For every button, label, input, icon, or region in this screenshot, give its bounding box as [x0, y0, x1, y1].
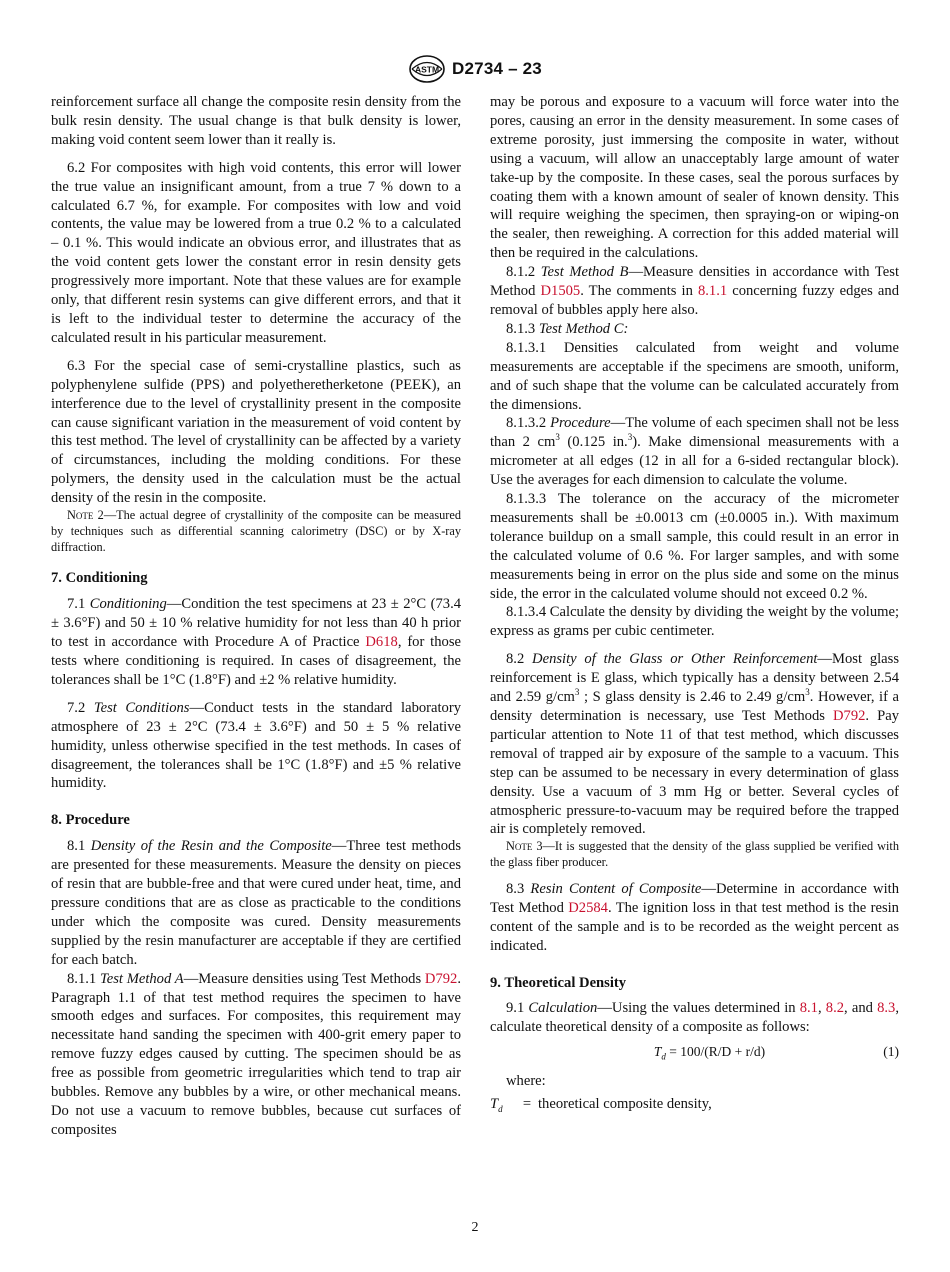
paragraph-title: Resin Content of Composite	[530, 880, 702, 897]
paragraph-8-1-1	[51, 970, 461, 1140]
paragraph-8-2	[490, 650, 899, 839]
left-column	[51, 93, 461, 1140]
note-2	[51, 508, 461, 555]
link-8-3[interactable]: 8.3	[877, 1000, 896, 1017]
link-d2584[interactable]: D2584	[568, 899, 608, 916]
paragraph-title: Conditioning	[89, 596, 167, 613]
paragraph-8-1-3-1: 8.1.3.1 Densities calculated from weight and volume measurements are acceptable if the specimens are smooth, uniform, and of such shape that the volume can be calculated accurately from the dimensions.	[490, 339, 899, 413]
equation-rhs: = 100/(R/D + r/d)	[665, 1044, 766, 1060]
link-d792[interactable]: D792	[832, 708, 866, 724]
paragraph-number: 8.2	[506, 651, 533, 668]
paragraph-text: —Three test methods are presented for these measurements. Measure the density on pieces of resin that are bubble-free and that were cured under heat, time, and pressure conditions that are as close as practicable to the conditions under which the composite was cured. Density measurements supplied by the resin manufacturer are acceptable if they are certified for each batch.	[51, 838, 461, 968]
paragraph-text: , calculate theoretical density of a composite as follows:	[490, 1000, 899, 1036]
paragraph-text: . The comments in	[580, 283, 698, 300]
equation-1	[490, 1043, 899, 1062]
paragraph-text: , for those tests where conditioning is required. In cases of disagreement, the tolerances shall be 1°C (1.8°F) and ±2 % relative humidity.	[51, 634, 461, 688]
paragraph-title: Density of the Resin and the Composite	[90, 838, 332, 855]
page-header	[0, 52, 950, 86]
paragraph-number: 7.1	[67, 596, 90, 613]
paragraph-number: 8.1.3	[506, 320, 539, 337]
paragraph-6-3: 6.3 For the special case of semi-crystalline plastics, such as polyphenylene sulfide (PPS) and polyetheretherketone (PEEK), an interference due to the level of crystallinity present in the composite can cause significant variation in the measurement of void content by this test method. The level of crystallinity can be affected by a variety of circumstances, including the molding conditions. For these polymers, the density used in the calculation must be the actual density of the resin in the composite.	[51, 357, 461, 507]
paragraph-8-1-3-4: 8.1.3.4 Calculate the density by dividing the weight by the volume; express as grams per cubic centimeter.	[490, 604, 899, 640]
superscript: 3	[555, 432, 560, 443]
paragraph-title: Test Method C:	[538, 320, 629, 337]
note-3-label: Note 3	[506, 839, 543, 854]
paragraph-text: —Measure densities in accordance with Test Method	[490, 264, 900, 300]
superscript: 3	[574, 687, 580, 698]
paragraph-6-2: 6.2 For composites with high void contents, this error will lower the true value an insignificant amount, from a true 7 % down to a calculated 6.7 %, for example. For composites with low and void contents, the value may be lowered from a true 0.2 % to a calculated – 0.1 %. This would indicate an obvious error, and illustrates that as the void content gets lower the constant error in resin density gets progressively more important. Note that these values are for example only, that different resin systems can give different errors, and that it is left to the individual tester to determine the accuracy of the calculated result in his particular measurement.	[51, 159, 461, 346]
paragraph-number: 8.3	[506, 880, 531, 897]
equation-number: (1)	[883, 1044, 899, 1060]
paragraph-text: . The ignition loss in that test method is the resin content of the sample and is to be recorded as the weight percent as indicated.	[490, 899, 899, 954]
paragraph-title: Calculation	[528, 1000, 598, 1017]
paragraph-8-1-3-2	[490, 414, 899, 490]
page-number: 2	[471, 1220, 479, 1235]
where-label: where:	[506, 1073, 546, 1090]
paragraph-text: —Measure densities using Test Methods	[183, 970, 425, 987]
link-8-1[interactable]: 8.1	[799, 1000, 818, 1017]
definition-td	[490, 1095, 899, 1114]
paragraph-title: Test Method A	[99, 970, 184, 987]
paragraph-8-1-3	[490, 320, 899, 339]
paragraph-text: . Pay particular attention to Note 11 of that test method, which discusses removal of trapped air by exposure of the sample to a vacuum. This step can be assumed to be necessary in every determination of glass density. Use a vacuum of 3 mm Hg or better. Several cycles of atmospheric pressure-to-vacuum may be required before the trapped air is completely removed.	[490, 708, 899, 838]
paragraph-text: —Most glass reinforcement is E glass, which typically has a density between 2.54 and 2.59 g/cm	[490, 651, 900, 706]
superscript: 3	[627, 432, 633, 443]
paragraph-number: 8.1.3.2	[506, 415, 551, 432]
logo-text: ASTM	[415, 64, 440, 75]
paragraph-text: (0.125 in.	[559, 434, 628, 451]
paragraph-text: , and	[844, 1000, 878, 1017]
paragraph-title: Test Conditions	[93, 699, 190, 716]
note-2-text: —The actual degree of crystallinity of the composite can be measured by techniques such as differential scanning calorimetry (DSC) or by X-ray diffraction.	[51, 508, 461, 554]
paragraph-number: 7.2	[67, 699, 94, 716]
note-2-label: Note 2	[67, 508, 104, 523]
paragraph-8-1	[51, 837, 461, 969]
link-d618[interactable]: D618	[365, 634, 398, 651]
paragraph-title: Density of the Glass or Other Reinforcement	[532, 651, 818, 668]
note-3-text: —It is suggested that the density of the glass supplied be verified with the glass fiber producer.	[490, 839, 899, 870]
equation-body	[490, 1043, 869, 1062]
paragraph-text: . Paragraph 1.1 of that test method requires the specimen to have smooth edges and surfaces. For composites, this requirement may necessitate hand sanding the specimen with 400-grit emery paper to remove fuzzy edges caused by cutting. The specimen should be as free as possible from geometric irregularities which tend to trap air bubbles. Remove any bubbles by a wire, or other mechanical means. Do not use a vacuum to remove bubbles, because cut surfaces of composites	[51, 970, 462, 1138]
definition-text: theoretical composite density,	[538, 1096, 712, 1113]
paragraph-text: ). Make dimensional measurements with a micrometer at all edges (12 in all for a 6-sided rectangular block). Use the averages for each dimension to calculate the volume.	[490, 434, 899, 489]
paragraph-8-1-2	[490, 263, 899, 320]
paragraph-6-1-continued: reinforcement surface all change the composite resin density from the bulk resin density. The usual change is that bulk density is lower, making void content seem lower than it really is.	[51, 94, 461, 148]
link-d792[interactable]: D792	[424, 970, 458, 987]
paragraph-8-1-3-3: 8.1.3.3 The tolerance on the accuracy of the micrometer measurements shall be ±0.0013 cm (±0.0005 in.). With maximum tolerance buildup on a small sample, this could result in an error in the calculated volume of 0.6 %. For larger samples, and with some measurements being in error on the plus side and some on the minus side, the error in the calculated volume should not exceed 0.2 %.	[490, 491, 899, 602]
paragraph-text: —Condition the test specimens at 23 ± 2°C (73.4 ± 3.6°F) and 50 ± 10 % relative humidity for not less than 40 h prior to test in accordance with Procedure A of Practice	[51, 596, 462, 651]
paragraph-text: concerning fuzzy edges and removal of bubbles apply here also.	[490, 283, 899, 318]
paragraph-number: 8.1.1	[67, 970, 100, 987]
section-8-heading: 8. Procedure	[51, 812, 130, 829]
right-column	[490, 93, 899, 1114]
paragraph-title: Test Method B	[540, 264, 629, 281]
section-7-heading: 7. Conditioning	[51, 570, 148, 587]
paragraph-number: 9.1	[506, 1000, 529, 1017]
definition-symbol	[490, 1095, 516, 1114]
paragraph-7-2	[51, 699, 461, 794]
paragraph-text: —Using the values determined in	[597, 1000, 800, 1017]
paragraph-8-1-1-continued: may be porous and exposure to a vacuum will force water into the pores, causing an error in the density measurement. In some cases of extreme porosity, just immersing the composite in water, without using a vacuum, will allow an unacceptably large amount of water take-up by the composite. In these cases, seal the porous surfaces by coating them with a known amount of sealer of known density. This will require weighing the specimen, then spraying-on or wiping-on the sealer, then reweighing. A correction for this added material will then be required in the calculations.	[490, 94, 899, 262]
paragraph-7-1	[51, 595, 461, 690]
paragraph-title: Procedure	[550, 415, 611, 432]
definition-equals: =	[522, 1096, 532, 1113]
paragraph-number: 8.1	[67, 838, 91, 855]
paragraph-text: ; S glass density is 2.46 to 2.49 g/cm	[579, 689, 806, 706]
paragraph-8-3	[490, 880, 899, 956]
superscript: 3	[805, 687, 810, 698]
paragraph-text: . However, if a density determination is necessary, use Test Methods	[490, 689, 899, 724]
astm-logo-icon	[408, 54, 446, 84]
definition-symbol-letter: T	[490, 1096, 499, 1113]
section-9-heading: 9. Theoretical Density	[490, 974, 627, 991]
equation-symbol: T	[653, 1044, 662, 1060]
link-8-2[interactable]: 8.2	[825, 1000, 845, 1017]
paragraph-text: —The volume of each specimen shall not be less than 2 cm	[490, 415, 900, 451]
paragraph-9-1	[490, 999, 899, 1037]
link-d1505[interactable]: D1505	[540, 283, 581, 300]
paragraph-number: 8.1.2	[506, 264, 541, 281]
link-8-1-1[interactable]: 8.1.1	[697, 283, 728, 300]
paragraph-text: —Determine in accordance with Test Method	[490, 880, 899, 916]
note-3	[490, 839, 899, 871]
paragraph-text: ,	[817, 1000, 826, 1017]
standard-designation: D2734 – 23	[452, 59, 542, 78]
equation-subscript: d	[661, 1051, 666, 1062]
definition-subscript: d	[498, 1104, 503, 1114]
paragraph-text: —Conduct tests in the standard laboratory atmosphere of 23 ± 2°C (73.4 ± 3.6°F) and 50 ± 5 % relative humidity, unless otherwise specified in the test methods. In cases of disagreement, the tolerances shall be 1°C (1.8°F) and ±5 % relative humidity.	[51, 699, 462, 792]
